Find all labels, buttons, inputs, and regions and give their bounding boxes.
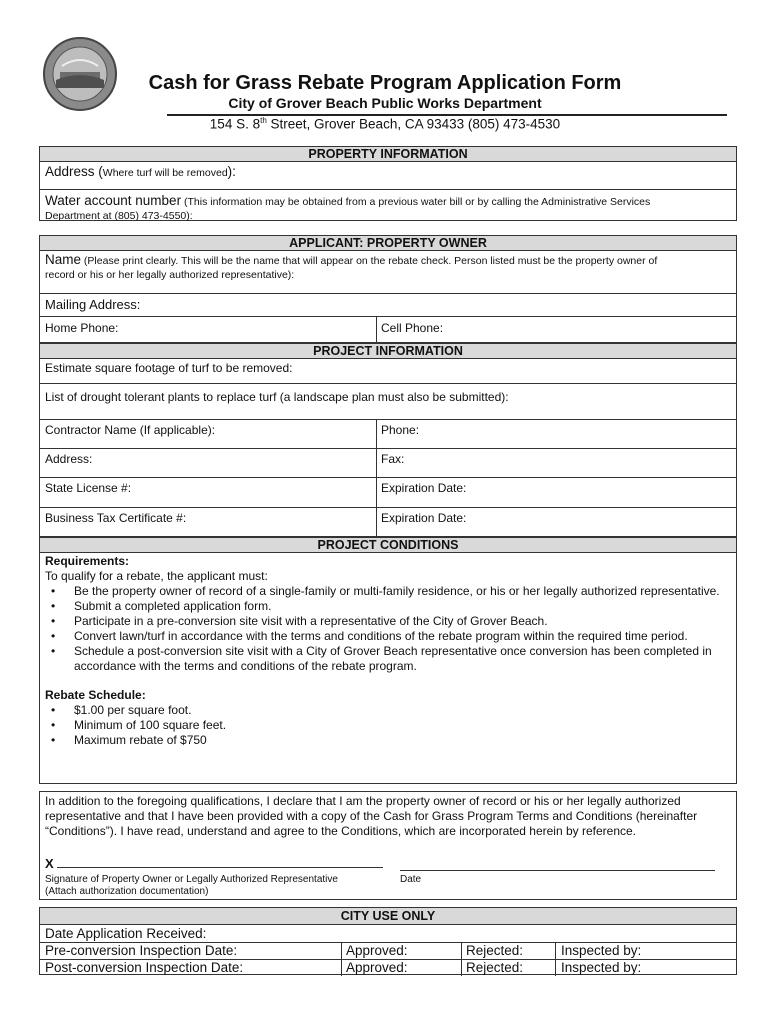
address-field[interactable]: Address (Where turf will be removed): [45,164,236,179]
date-received-field[interactable]: Date Application Received: [45,926,207,941]
department-name: City of Grover Beach Public Works Department [228,95,542,111]
post-inspected-by-field[interactable]: Inspected by: [561,960,642,975]
department-address: 154 S. 8th Street, Grover Beach, CA 93433 (805) 473-4530 [209,116,561,132]
date-label: Date [400,874,422,885]
city-seal-icon [42,36,118,112]
list-item: • Participate in a pre-conversion site visit with a representative of the City of Grover Beach. [45,614,733,629]
signature-line[interactable]: X [45,856,383,871]
signature-label: Signature of Property Owner or Legally Authorized Representative [45,874,338,885]
property-heading: PROPERTY INFORMATION [40,147,736,162]
rebate-schedule-title: Rebate Schedule: [45,688,146,702]
pre-inspection-field[interactable]: Pre-conversion Inspection Date: [45,943,238,958]
list-item: • Minimum of 100 square feet. [45,718,733,733]
date-line[interactable] [400,870,715,871]
attach-label: (Attach authorization documentation) [45,886,209,897]
mailing-address-field[interactable]: Mailing Address: [45,297,141,312]
post-rejected-field[interactable]: Rejected: [466,960,524,975]
cell-phone-field[interactable]: Cell Phone: [381,321,444,335]
list-item: • Maximum rebate of $750 [45,733,733,748]
contractor-fax-field[interactable]: Fax: [381,452,405,466]
list-item: • Schedule a post-conversion site visit with a City of Grover Beach representative once conversion has been completed in accordance with the terms and conditions of the rebate program. [45,644,733,674]
rebate-schedule-list [45,703,733,748]
contractor-phone-field[interactable]: Phone: [381,423,420,437]
declaration-text: In addition to the foregoing qualifications, I declare that I am the property owner of record or his or her legally authorized representative and that I have been provided with a copy of the Cash for Grass Program Terms and Conditions (hereinafter “Conditions”). I have read, understand and agree to the Conditions, which are incorporated herein by reference. [45,794,698,838]
contractor-name-field[interactable]: Contractor Name (If applicable): [45,423,216,437]
sqft-field[interactable]: Estimate square footage of turf to be removed: [45,361,293,375]
form-title: Cash for Grass Rebate Program Application Form [148,72,622,94]
pre-inspected-by-field[interactable]: Inspected by: [561,943,642,958]
conditions-heading: PROJECT CONDITIONS [40,538,736,553]
state-license-field[interactable]: State License #: [45,481,132,495]
list-item: • Submit a completed application form. [45,599,733,614]
water-account-field[interactable]: Water account number (This information may be obtained from a previous water bill or by calling the Administrative Services Department at (805) 473-4550): [45,193,651,222]
tax-expiration-field[interactable]: Expiration Date: [381,511,467,525]
applicant-section [39,235,737,343]
property-section [39,146,737,221]
city-use-heading: CITY USE ONLY [40,908,736,925]
city-use-section [39,907,737,975]
pre-rejected-field[interactable]: Rejected: [466,943,524,958]
requirements-list [45,584,733,674]
license-expiration-field[interactable]: Expiration Date: [381,481,467,495]
name-field[interactable]: Name (Please print clearly. This will be the name that will appear on the rebate check. Person listed must be the property owner of record or his or her legally authorized representative): [45,252,658,281]
post-inspection-field[interactable]: Post-conversion Inspection Date: [45,960,244,975]
conditions-section [39,537,737,784]
applicant-heading: APPLICANT: PROPERTY OWNER [40,236,736,251]
list-item: • Convert lawn/turf in accordance with the terms and conditions of the rebate program within the required time period. [45,629,733,644]
list-item: • $1.00 per square foot. [45,703,733,718]
tax-certificate-field[interactable]: Business Tax Certificate #: [45,511,187,525]
plants-field[interactable]: List of drought tolerant plants to replace turf (a landscape plan must also be submitted): [45,390,509,404]
contractor-address-field[interactable]: Address: [45,452,93,466]
project-section [39,343,737,537]
requirements-block [45,554,733,748]
requirements-title: Requirements: [45,554,130,568]
post-approved-field[interactable]: Approved: [346,960,408,975]
pre-approved-field[interactable]: Approved: [346,943,408,958]
home-phone-field[interactable]: Home Phone: [45,321,119,335]
list-item: • Be the property owner of record of a single-family or multi-family residence, or his or her legally authorized representative. [45,584,733,599]
project-heading: PROJECT INFORMATION [40,343,736,359]
declaration-section [39,791,737,900]
requirements-intro: To qualify for a rebate, the applicant must: [45,569,268,583]
